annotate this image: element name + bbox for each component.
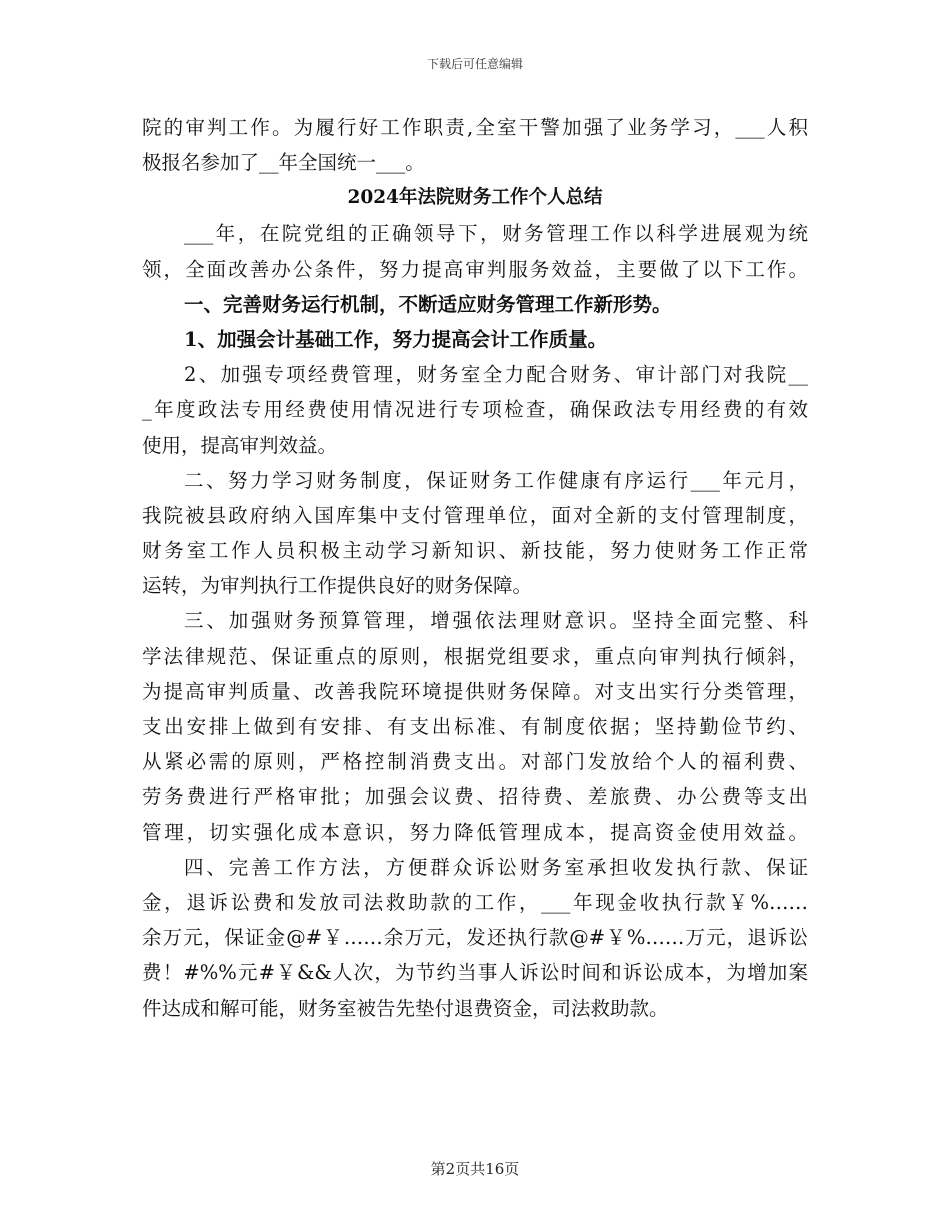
text-line: 院的审判工作。为履行好工作职责,全室干警加强了业务学习，___人积 [142,116,808,139]
text-line: 使用，提高审判效益。 [142,433,338,457]
text-line: 四、完善工作方法，方便群众诉讼财务室承担收发执行款、保证 [184,855,808,879]
body-lines [142,216,808,1025]
text-line: 运转，为审判执行工作提供良好的财务保障。 [142,574,533,598]
text-line: 为提高审判质量、改善我院环境提供财务保障。对支出实行分类管理， [142,679,808,703]
text-line: 件达成和解可能，财务室被告先垫付退费资金，司法救助款。 [142,996,669,1020]
document-title: 2024年法院财务工作个人总结 [347,187,603,209]
text-line: 领，全面改善办公条件，努力提高审判服务效益，主要做了以下工作。 [142,257,808,281]
page-header: 下载后可任意编辑 [426,57,523,71]
text-line: 支出安排上做到有安排、有支出标准、有制度依据；坚持勤俭节约、 [142,715,808,738]
text-line: 劳务费进行严格审批；加强会议费、招待费、差旅费、办公费等支出 [142,785,808,809]
text-line: 三、加强财务预算管理，增强依法理财意识。坚持全面完整、科 [184,609,808,633]
text-line: 余万元，保证金@#￥……余万元，发还执行款@#￥%……万元，退诉讼 [142,926,808,950]
text-line: _年度政法专用经费使用情况进行专项检查，确保政法专用经费的有效 [142,398,808,422]
text-line: 二、努力学习财务制度，保证财务工作健康有序运行___年元月， [184,468,808,492]
text-line: 我院被县政府纳入国库集中支付管理单位，面对全新的支付管理制度， [142,503,808,527]
text-line: 从紧必需的原则，严格控制消费支出。对部门发放给个人的福利费、 [142,750,808,774]
page-number: 第2页共16页 [430,1160,520,1178]
text-line: 极报名参加了__年全国统一___。 [142,151,425,175]
text-line: 管理，切实强化成本意识，努力降低管理成本，提高资金使用效益。 [142,820,808,844]
intro-lines [142,110,808,180]
text-line: 学法律规范、保证重点的原则，根据党组要求，重点向审判执行倾斜， [142,644,808,668]
text-line: 金，退诉讼费和发放司法救助款的工作，___年现金收执行款￥%…… [142,890,808,914]
document-body [142,110,808,1026]
text-line: ___年，在院党组的正确领导下，财务管理工作以科学进展观为统 [184,222,808,246]
text-line: 1、加强会计基础工作，努力提高会计工作质量。 [184,327,608,351]
text-line: 一、完善财务运行机制，不断适应财务管理工作新形势。 [184,292,672,316]
text-line: 2、加强专项经费管理，财务室全力配合财务、审计部门对我院__ [184,363,808,387]
text-line: 财务室工作人员积极主动学习新知识、新技能，努力使财务工作正常 [142,539,808,563]
text-line: 费！#%%元#￥&&人次，为节约当事人诉讼时间和诉讼成本，为增加案 [142,961,808,985]
